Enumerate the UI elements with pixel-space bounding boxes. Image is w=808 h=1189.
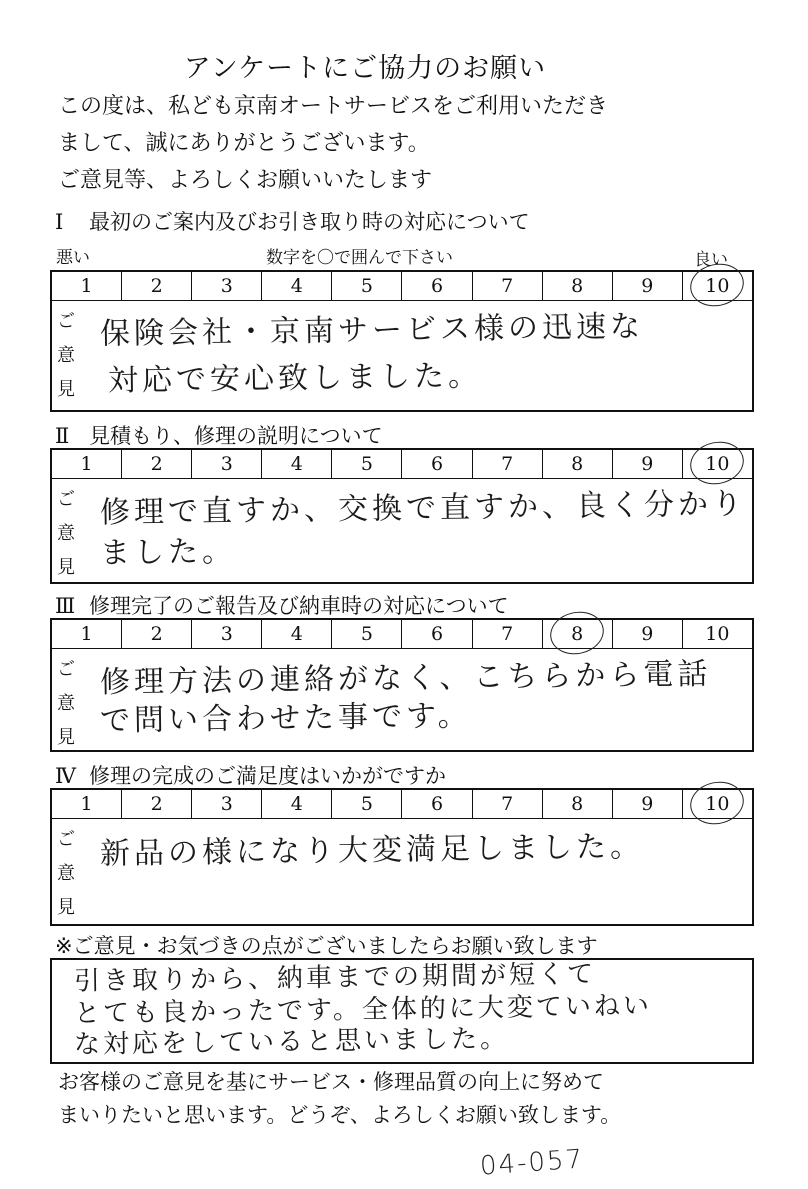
section-1-box	[50, 270, 754, 412]
section-heading-text: 最初のご案内及びお引き取り時の対応について	[89, 210, 530, 234]
rating-option-8[interactable]: 8	[543, 790, 613, 818]
section-heading-text: 修理の完成のご満足度はいかがですか	[89, 764, 446, 788]
rating-option-5[interactable]: 5	[332, 450, 402, 478]
good-label: 良い	[694, 250, 728, 270]
rating-scale	[52, 620, 752, 649]
rating-option-5[interactable]: 5	[332, 272, 402, 300]
free-comment-heading: ※ご意見・お気づきの点がございましたらお願い致します	[55, 934, 598, 958]
rating-option-2[interactable]: 2	[122, 272, 192, 300]
section-2-heading	[55, 420, 383, 450]
rating-option-1[interactable]: 1	[52, 450, 122, 478]
handwritten-comment: 修理で直すか、交換で直すか、良く分かり	[99, 486, 747, 531]
intro-text	[58, 88, 608, 199]
rating-option-3[interactable]: 3	[192, 620, 262, 648]
free-comment-box	[50, 958, 754, 1064]
rating-option-10[interactable]: 10	[683, 790, 752, 818]
rating-option-3[interactable]: 3	[192, 450, 262, 478]
intro-line: ご意見等、よろしくお願いいたします	[58, 168, 433, 193]
rating-option-5[interactable]: 5	[332, 790, 402, 818]
rating-scale	[52, 450, 752, 479]
handwritten-comment: な対応をしていると思いました。	[73, 1023, 510, 1061]
footer-line: お客様のご意見を基にサービス・修理品質の向上に努めて	[58, 1070, 604, 1094]
handwritten-comment: とても良かったです。全体的に大変ていねい	[73, 990, 653, 1030]
section-3-box	[50, 618, 754, 752]
rating-option-2[interactable]: 2	[122, 450, 192, 478]
rating-option-8[interactable]: 8	[543, 272, 613, 300]
section-numeral: Ⅲ	[55, 594, 76, 618]
rating-option-4[interactable]: 4	[262, 450, 332, 478]
handwritten-comment: 保険会社・京南サービス様の迅速な	[99, 309, 645, 352]
rating-option-10[interactable]: 10	[683, 450, 752, 478]
rating-option-2[interactable]: 2	[122, 620, 192, 648]
rating-option-6[interactable]: 6	[402, 620, 472, 648]
section-numeral: Ⅱ	[55, 424, 70, 448]
handwritten-comment: 新品の様になり大変満足しました。	[99, 829, 645, 872]
rating-option-3[interactable]: 3	[192, 790, 262, 818]
section-heading-text: 修理完了のご報告及び納車時の対応について	[89, 594, 509, 618]
reference-number: 04-057	[479, 1144, 586, 1182]
rating-option-4[interactable]: 4	[262, 790, 332, 818]
rating-option-9[interactable]: 9	[613, 450, 683, 478]
rating-scale	[52, 272, 752, 301]
section-4-box	[50, 788, 754, 926]
rating-option-6[interactable]: 6	[402, 790, 472, 818]
rating-option-7[interactable]: 7	[473, 450, 543, 478]
opinion-label: ご 意 見	[57, 489, 75, 578]
selected-circle-mark	[687, 437, 749, 489]
section-2-box	[50, 448, 754, 584]
rating-option-9[interactable]: 9	[613, 790, 683, 818]
rating-option-1[interactable]: 1	[52, 790, 122, 818]
rating-option-1[interactable]: 1	[52, 272, 122, 300]
rating-option-3[interactable]: 3	[192, 272, 262, 300]
rating-option-4[interactable]: 4	[262, 620, 332, 648]
bad-label: 悪い	[56, 248, 90, 268]
handwritten-comment: で問い合わせた事です。	[99, 698, 472, 739]
section-3-heading	[55, 590, 509, 620]
handwritten-comment: 対応で安心致しました。	[107, 358, 483, 399]
selected-circle-mark	[687, 777, 749, 829]
handwritten-comment: ました。	[99, 534, 237, 571]
rating-option-6[interactable]: 6	[402, 272, 472, 300]
section-1-heading	[55, 206, 530, 236]
section-4-heading	[55, 760, 446, 790]
rating-scale	[52, 790, 752, 819]
rating-option-2[interactable]: 2	[122, 790, 192, 818]
rating-option-4[interactable]: 4	[262, 272, 332, 300]
opinion-label: ご 意 見	[57, 311, 75, 400]
rating-option-10[interactable]: 10	[705, 623, 730, 645]
rating-option-8[interactable]: 8	[543, 620, 613, 648]
opinion-label: ご 意 見	[57, 829, 75, 918]
rating-option-7[interactable]: 7	[473, 790, 543, 818]
handwritten-comment: 修理方法の連絡がなく、こちらから電話	[99, 656, 712, 701]
rating-option-10[interactable]: 10	[683, 272, 752, 300]
section-numeral: Ⅰ	[55, 210, 64, 234]
section-heading-text: 見積もり、修理の説明について	[89, 424, 383, 448]
handwritten-comment: 引き取りから、納車までの期間が短くて	[73, 959, 597, 997]
rating-option-5[interactable]: 5	[332, 620, 402, 648]
rating-option-8[interactable]: 8	[543, 450, 613, 478]
footer-line: まいりたいと思います。どうぞ、よろしくお願い致します。	[58, 1103, 622, 1127]
rating-option-9[interactable]: 9	[613, 272, 683, 300]
footer-text	[58, 1066, 621, 1132]
rating-option-7[interactable]: 7	[473, 272, 543, 300]
rating-option-9[interactable]: 9	[613, 620, 683, 648]
rating-option-6[interactable]: 6	[402, 450, 472, 478]
section-numeral: Ⅳ	[55, 764, 76, 788]
selected-circle-mark	[546, 607, 608, 659]
opinion-label: ご 意 見	[57, 659, 75, 748]
rating-option-7[interactable]: 7	[473, 620, 543, 648]
intro-line: まして、誠にありがとうございます。	[58, 131, 430, 156]
page-title: アンケートにご協力のお願い	[183, 53, 547, 84]
intro-line: この度は、私ども京南オートサービスをご利用いただき	[58, 94, 609, 119]
instruction-label: 数字を〇で囲んで下さい	[266, 248, 453, 268]
rating-option-1[interactable]: 1	[52, 620, 122, 648]
